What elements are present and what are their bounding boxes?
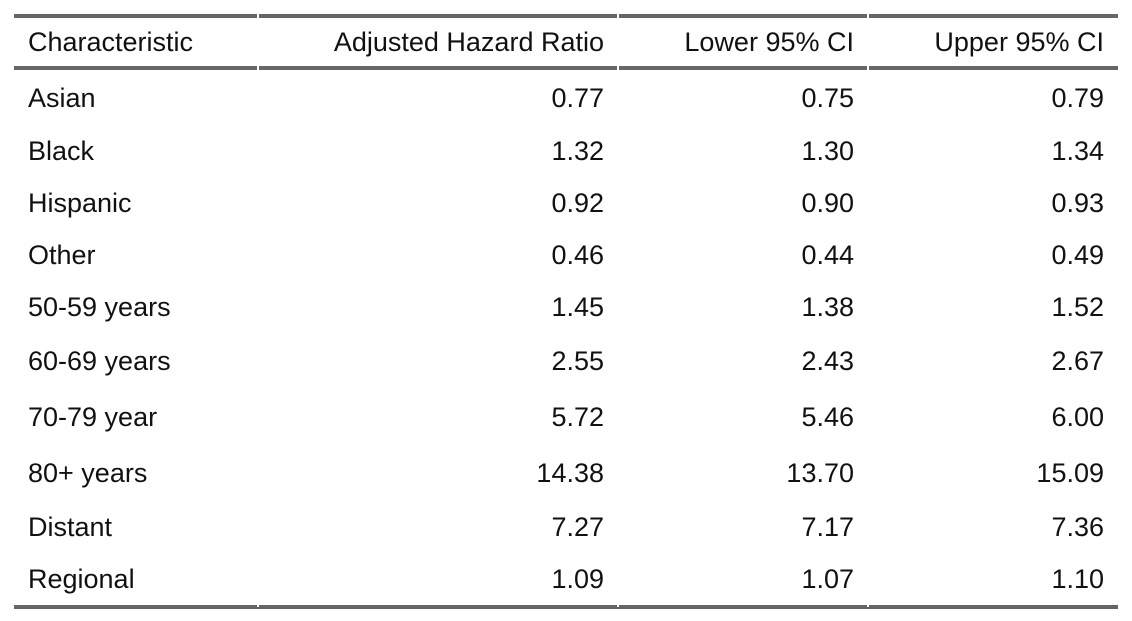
cell-characteristic: Black bbox=[28, 135, 95, 166]
cell-upper-95-ci: 15.09 bbox=[1036, 457, 1104, 488]
cell-upper-95-ci: 0.79 bbox=[1051, 83, 1104, 113]
rule-gap bbox=[257, 601, 259, 607]
cell-characteristic: Regional bbox=[28, 563, 135, 594]
cell-upper-95-ci: 0.49 bbox=[1051, 239, 1104, 270]
rule-gap bbox=[867, 13, 869, 19]
table-row bbox=[14, 68, 1118, 125]
table-row bbox=[14, 501, 1118, 553]
hazard-ratio-table bbox=[14, 14, 1118, 609]
cell-lower-95-ci: 2.43 bbox=[801, 345, 854, 376]
cell-characteristic: 80+ years bbox=[28, 457, 148, 488]
cell-adjusted-hazard-ratio: 0.77 bbox=[551, 83, 604, 113]
table-container bbox=[14, 14, 1118, 609]
cell-characteristic: Hispanic bbox=[28, 187, 132, 218]
cell-lower-95-ci: 0.44 bbox=[801, 239, 854, 270]
table-row bbox=[14, 281, 1118, 333]
cell-adjusted-hazard-ratio: 7.27 bbox=[551, 511, 604, 542]
table-row bbox=[14, 445, 1118, 501]
cell-characteristic: Other bbox=[28, 239, 96, 270]
cell-adjusted-hazard-ratio: 1.32 bbox=[551, 135, 604, 166]
cell-characteristic: 70-79 year bbox=[28, 401, 158, 432]
cell-adjusted-hazard-ratio: 1.09 bbox=[551, 563, 604, 594]
rule-gap bbox=[617, 64, 619, 70]
cell-upper-95-ci: 2.67 bbox=[1051, 345, 1104, 376]
table-row bbox=[14, 177, 1118, 229]
column-header-upper-95-ci: Upper 95% CI bbox=[934, 26, 1104, 57]
table-row bbox=[14, 553, 1118, 607]
cell-adjusted-hazard-ratio: 2.55 bbox=[551, 345, 604, 376]
table-header-row bbox=[14, 16, 1118, 68]
cell-adjusted-hazard-ratio: 0.46 bbox=[551, 239, 604, 270]
rule-gap bbox=[617, 601, 619, 607]
table-row bbox=[14, 333, 1118, 389]
cell-upper-95-ci: 0.93 bbox=[1051, 187, 1104, 218]
cell-adjusted-hazard-ratio: 0.92 bbox=[551, 187, 604, 218]
cell-adjusted-hazard-ratio: 5.72 bbox=[551, 401, 604, 432]
cell-lower-95-ci: 1.07 bbox=[801, 563, 854, 594]
column-header-characteristic: Characteristic bbox=[28, 26, 194, 57]
cell-lower-95-ci: 1.30 bbox=[801, 135, 854, 166]
rule-gap bbox=[257, 64, 259, 70]
cell-lower-95-ci: 0.90 bbox=[801, 187, 854, 218]
rule-gap bbox=[617, 13, 619, 19]
cell-characteristic: 60-69 years bbox=[28, 345, 171, 376]
column-header-adjusted-hazard-ratio: Adjusted Hazard Ratio bbox=[333, 26, 604, 57]
cell-characteristic: Asian bbox=[28, 83, 96, 113]
cell-lower-95-ci: 1.38 bbox=[801, 291, 854, 322]
rule-gap bbox=[867, 601, 869, 607]
cell-adjusted-hazard-ratio: 14.38 bbox=[536, 457, 604, 488]
cell-lower-95-ci: 7.17 bbox=[801, 511, 854, 542]
table-row bbox=[14, 125, 1118, 177]
table-row bbox=[14, 229, 1118, 281]
cell-upper-95-ci: 6.00 bbox=[1051, 401, 1104, 432]
cell-lower-95-ci: 5.46 bbox=[801, 401, 854, 432]
cell-upper-95-ci: 7.36 bbox=[1051, 511, 1104, 542]
cell-upper-95-ci: 1.34 bbox=[1051, 135, 1104, 166]
rule-gap bbox=[867, 64, 869, 70]
table-row bbox=[14, 389, 1118, 445]
cell-characteristic: 50-59 years bbox=[28, 291, 171, 322]
cell-upper-95-ci: 1.10 bbox=[1051, 563, 1104, 594]
cell-characteristic: Distant bbox=[28, 511, 113, 542]
rule-gap bbox=[257, 13, 259, 19]
cell-upper-95-ci: 1.52 bbox=[1051, 291, 1104, 322]
cell-adjusted-hazard-ratio: 1.45 bbox=[551, 291, 604, 322]
cell-lower-95-ci: 13.70 bbox=[786, 457, 854, 488]
column-header-lower-95-ci: Lower 95% CI bbox=[684, 26, 854, 57]
cell-lower-95-ci: 0.75 bbox=[801, 83, 854, 113]
